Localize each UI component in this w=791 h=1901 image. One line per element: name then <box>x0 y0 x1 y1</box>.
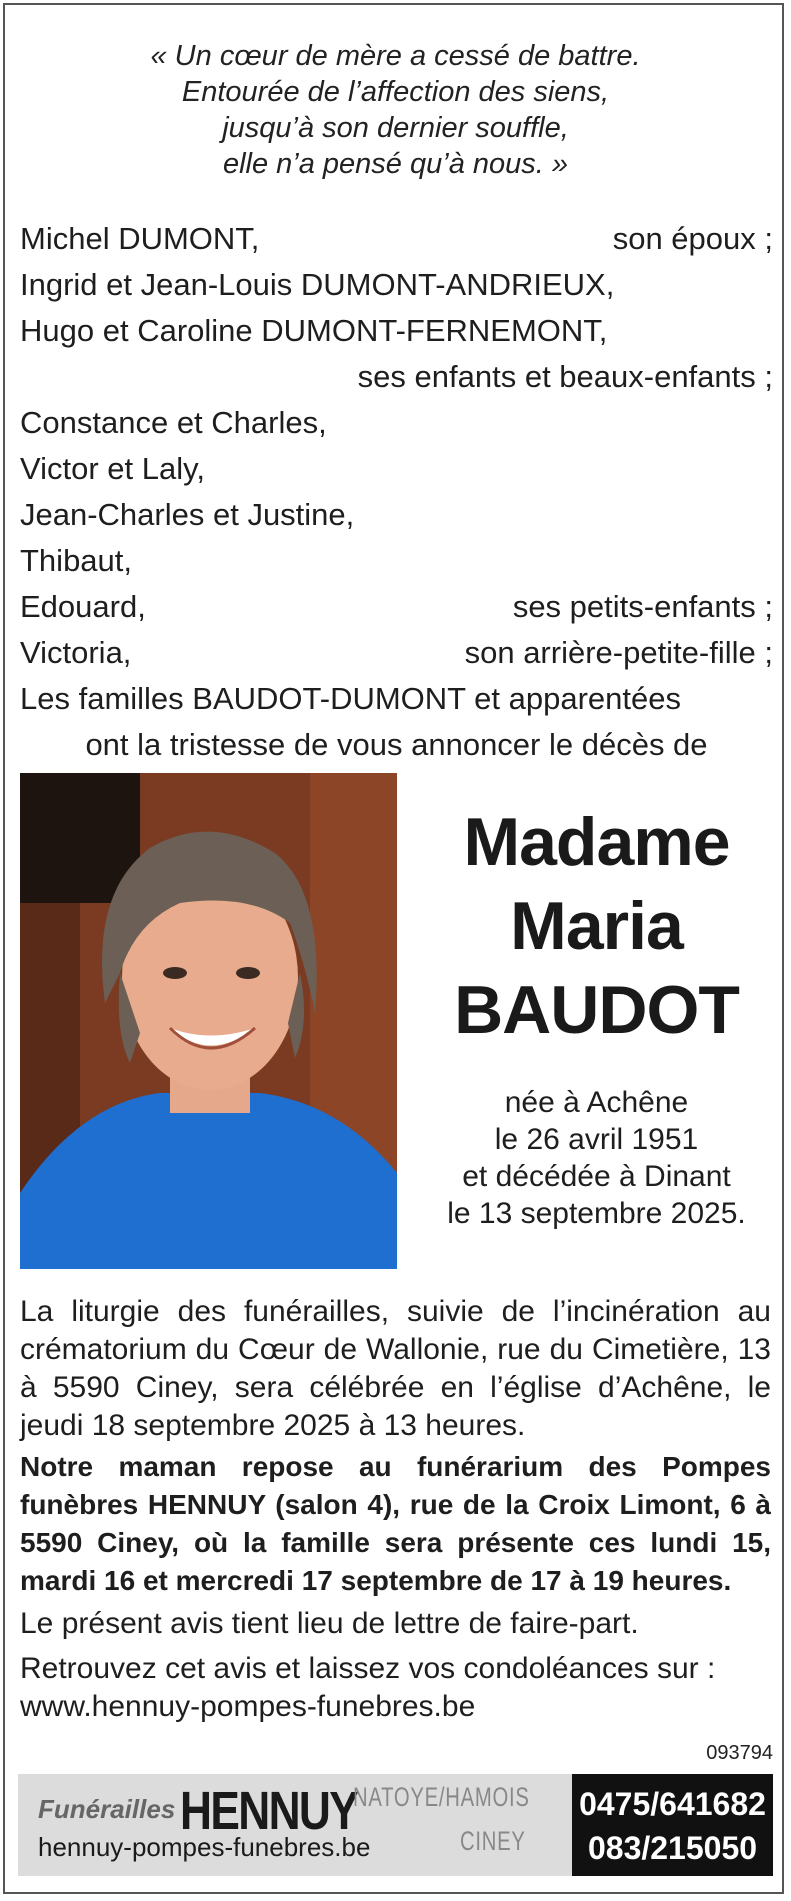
family-list <box>20 216 773 768</box>
family-line <box>20 676 773 722</box>
funeral-home-banner <box>18 1774 773 1876</box>
quote-line: « Un cœur de mère a cessé de battre. <box>150 40 641 72</box>
family-relation: son arrière-petite-fille ; <box>464 635 773 670</box>
deceased-title: Madame <box>463 804 730 880</box>
date-line: et décédée à Dinant <box>462 1160 731 1193</box>
family-member: Thibaut, <box>20 543 133 578</box>
banner-location-1: NATOYE/HAMOIS <box>353 1782 530 1812</box>
banner-brand: Funérailles <box>38 1794 176 1824</box>
left-eye <box>163 967 187 979</box>
family-member: Michel DUMONT, <box>20 221 260 256</box>
phone-number-2[interactable]: 083/215050 <box>587 1830 758 1866</box>
family-member: Constance et Charles, <box>20 405 327 440</box>
liturgy-paragraph: La liturgie des funérailles, suivie de l’incinération au crématorium du Cœur de Wallonie, rue du Cimetière, 13 à 5590 Ciney, sera célébrée en l’église d’Achêne, le jeudi 18 septembre 2025 à 13 heures. <box>20 1295 771 1442</box>
condolences-paragraph: Retrouvez cet avis et laissez vos condoléances sur : www.hennuy-pompes-funebres.be <box>20 1652 716 1723</box>
epitaph-quote <box>0 38 791 182</box>
deceased-portrait <box>20 773 397 1269</box>
date-line: née à Achêne <box>504 1086 689 1119</box>
family-member: Ingrid et Jean-Louis DUMONT-ANDRIEUX, <box>20 267 615 302</box>
repose-paragraph: Notre maman repose au funérarium des Pompes funèbres HENNUY (salon 4), rue de la Croix Limont, 6 à 5590 Ciney, où la famille sera présente ces lundi 15, mardi 16 et mercredi 17 septembre de 17 à 19 heures. <box>20 1451 771 1596</box>
family-member: Edouard, <box>20 589 146 624</box>
family-member: Victoria, <box>20 635 132 670</box>
date-line: le 26 avril 1951 <box>494 1123 699 1156</box>
banner-company-name: HENNUY <box>180 1781 358 1841</box>
announcement-text: ont la tristesse de vous annoncer le décès de <box>85 727 708 762</box>
reference-number: 093794 <box>706 1742 773 1764</box>
family-line <box>20 400 773 446</box>
banner-phones <box>572 1774 773 1876</box>
portrait-illustration <box>20 773 397 1269</box>
family-line <box>20 630 773 676</box>
quote-line: jusqu’à son dernier souffle, <box>222 112 569 144</box>
deceased-last-name: BAUDOT <box>454 972 739 1048</box>
notice-paragraph: Le présent avis tient lieu de lettre de faire-part. <box>20 1607 639 1640</box>
family-relation: ses petits-enfants ; <box>512 589 773 624</box>
family-line <box>20 446 773 492</box>
date-line: le 13 septembre 2025. <box>447 1197 746 1230</box>
family-relation: son époux ; <box>612 221 773 256</box>
deceased-name <box>420 800 773 1052</box>
banner-website-link[interactable]: hennuy-pompes-funebres.be <box>38 1832 371 1862</box>
right-eye <box>236 967 260 979</box>
family-line <box>20 492 773 538</box>
family-line <box>20 584 773 630</box>
family-line <box>20 538 773 584</box>
deceased-first-name: Maria <box>510 888 683 964</box>
family-member: Les familles BAUDOT-DUMONT et apparentées <box>20 681 681 716</box>
family-line <box>20 354 773 400</box>
family-member: Hugo et Caroline DUMONT-FERNEMONT, <box>20 313 608 348</box>
family-member: Victor et Laly, <box>20 451 205 486</box>
announcement-line <box>20 722 773 768</box>
banner-location-2: CINEY <box>460 1826 526 1856</box>
family-line <box>20 262 773 308</box>
family-relation: ses enfants et beaux-enfants ; <box>357 359 773 394</box>
life-dates <box>420 1084 773 1232</box>
phone-number-1[interactable]: 0475/641682 <box>579 1786 766 1822</box>
family-line <box>20 308 773 354</box>
quote-line: elle n’a pensé qu’à nous. » <box>222 148 569 180</box>
family-member: Jean-Charles et Justine, <box>20 497 355 532</box>
quote-line: Entourée de l’affection des siens, <box>181 76 610 108</box>
family-line <box>20 216 773 262</box>
